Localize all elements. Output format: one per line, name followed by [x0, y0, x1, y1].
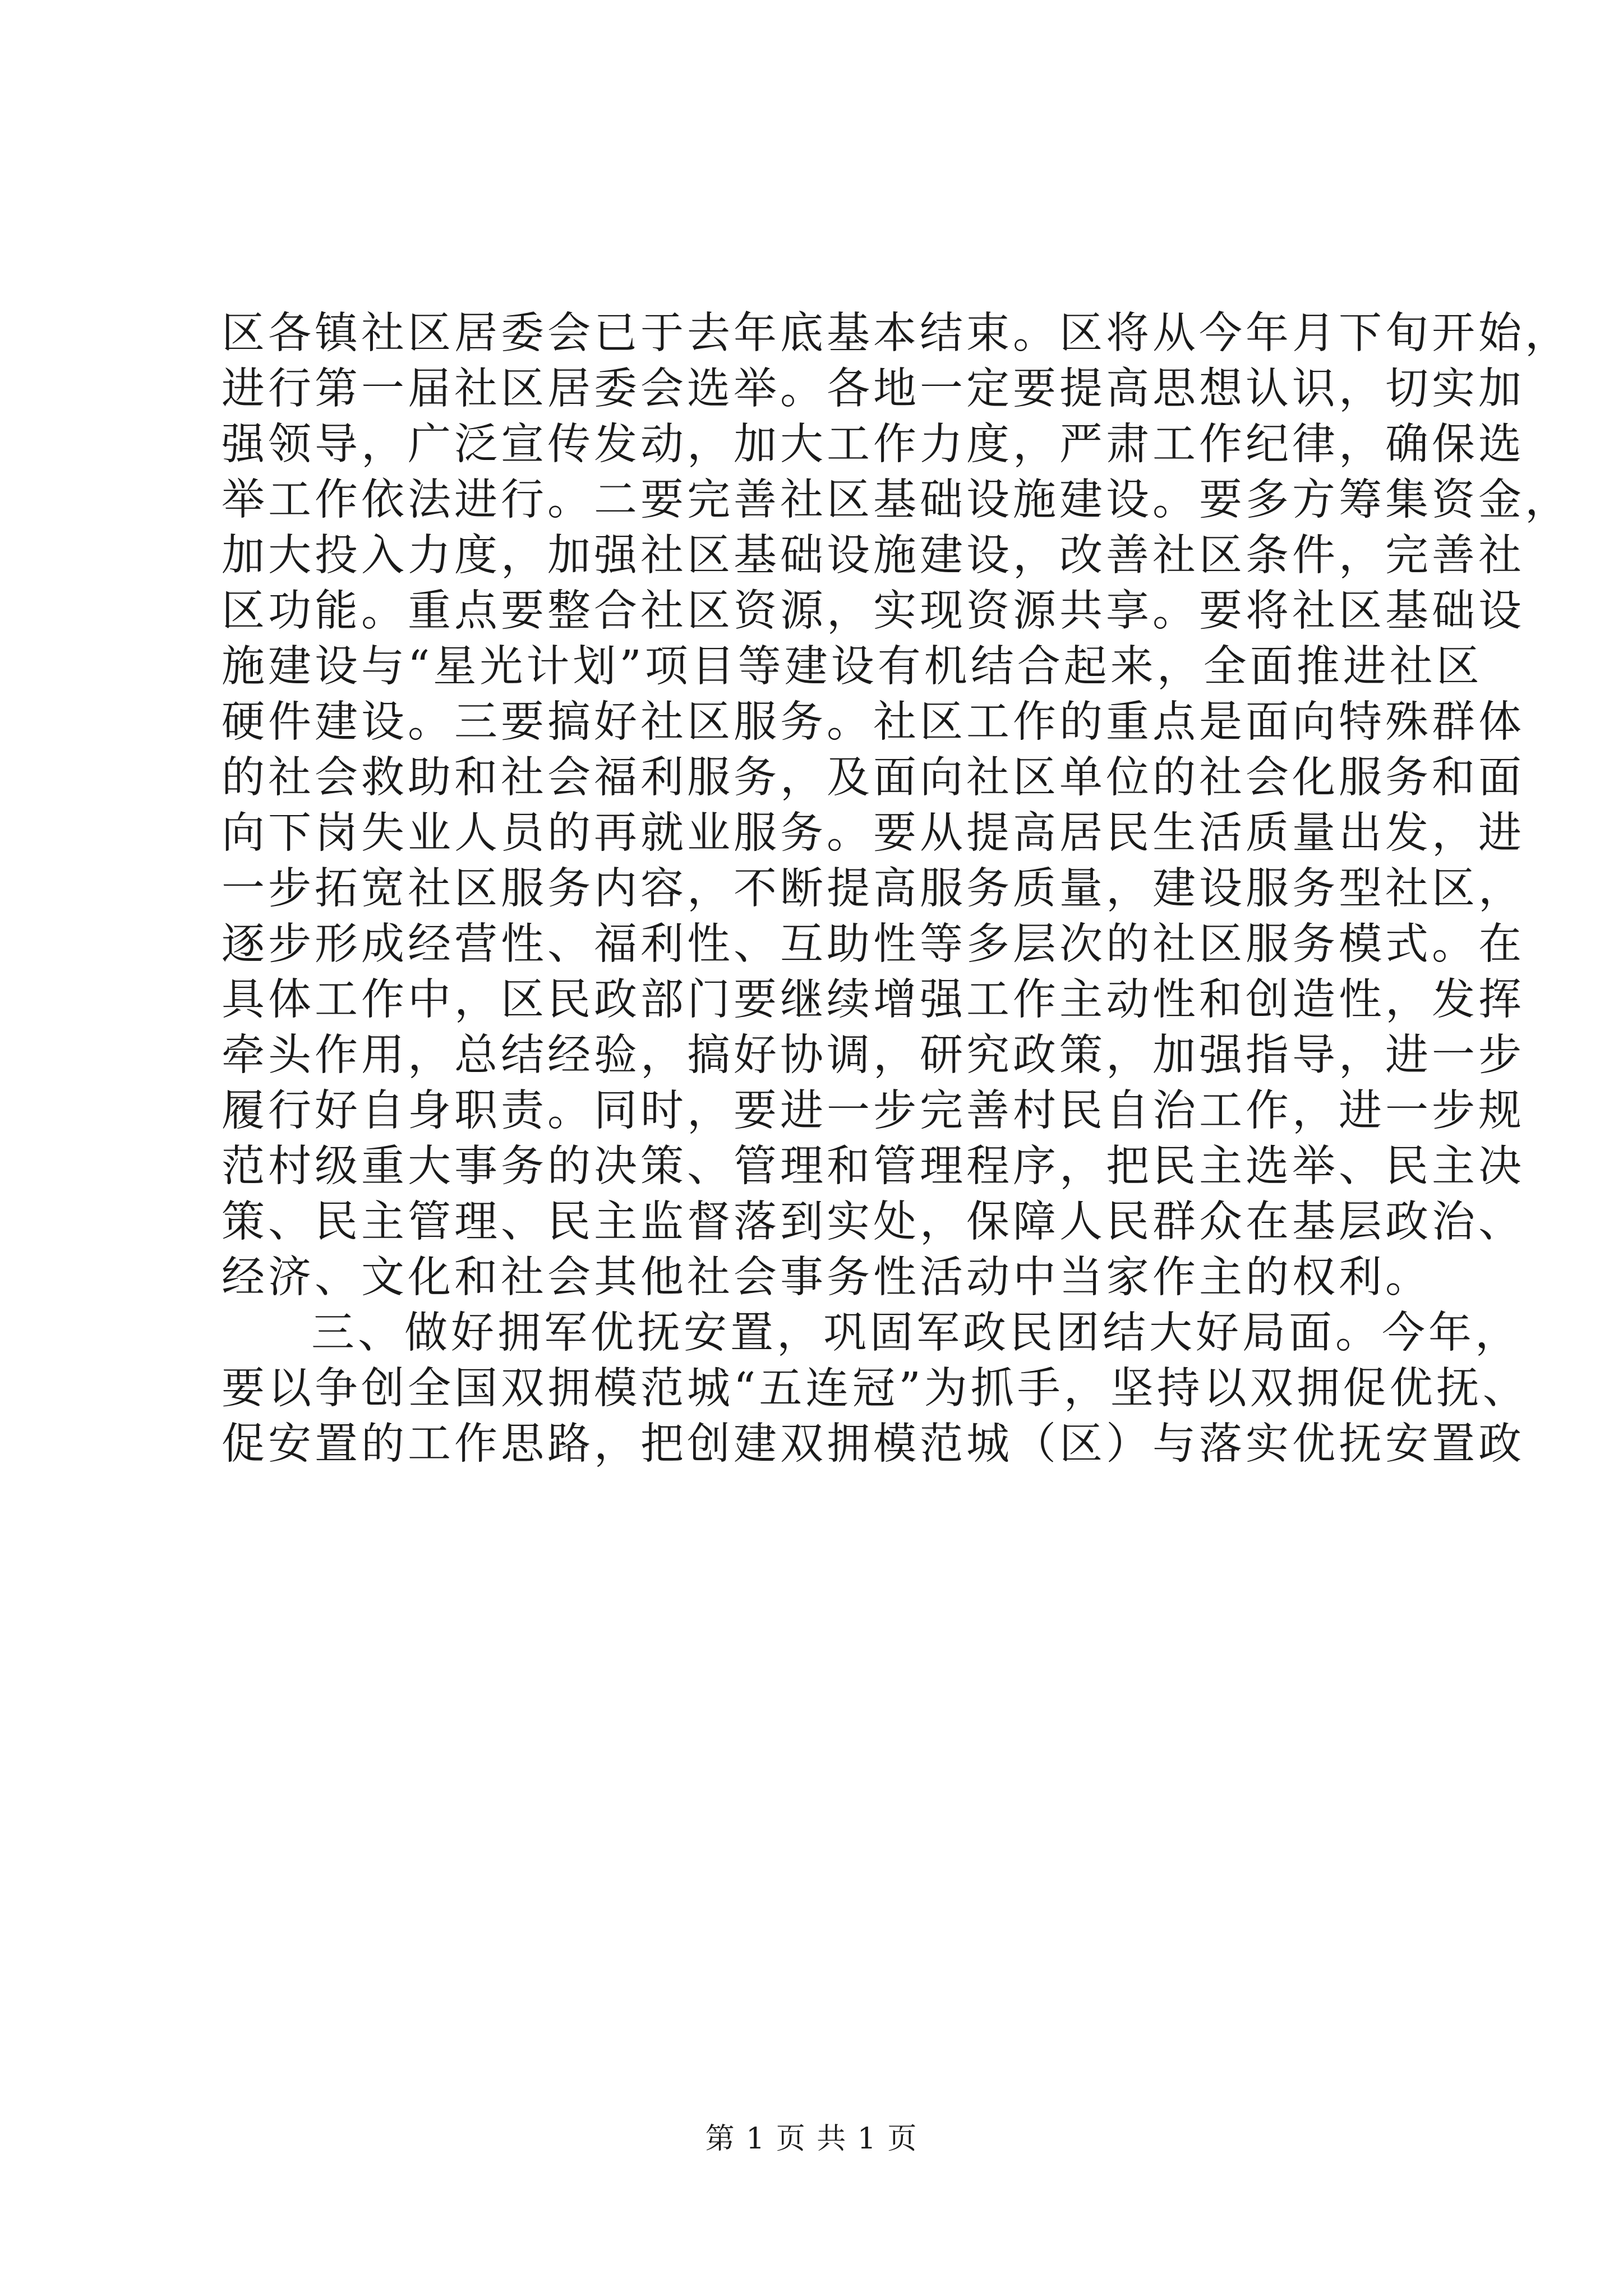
text-line: 强领导，广泛宣传发动，加大工作力度，严肃工作纪律，确保选: [222, 420, 1525, 470]
paragraph-end-line: 经济、文化和社会其他社会事务性活动中当家作主的权利。: [222, 1253, 1432, 1303]
text-line: 加大投入力度，加强社区基础设施建设，改善社区条件，完善社: [222, 531, 1525, 581]
text-line: 逐步形成经营性、福利性、互助性等多层次的社区服务模式。在: [222, 919, 1525, 969]
text-line: 促安置的工作思路，把创建双拥模范城（区）与落实优抚安置政: [222, 1419, 1525, 1469]
text-line: 施建设与“星光计划”项目等建设有机结合起来，全面推进社区: [222, 642, 1483, 692]
text-line: 要以争创全国双拥模范城“五连冠”为抓手，坚持以双拥促优抚、: [222, 1364, 1529, 1414]
text-line: 策、民主管理、民主监督落到实处，保障人民群众在基层政治、: [222, 1197, 1525, 1247]
text-line: 进行第一届社区居委会选举。各地一定要提高思想认识，切实加: [222, 364, 1525, 414]
document-body: [222, 306, 1571, 1472]
text-line: 范村级重大事务的决策、管理和管理程序，把民主选举、民主决: [222, 1142, 1525, 1191]
text-line: 履行好自身职责。同时，要进一步完善村民自治工作，进一步规: [222, 1086, 1525, 1136]
text-line: 的社会救助和社会福利服务，及面向社区单位的社会化服务和面: [222, 753, 1525, 803]
text-line: 一步拓宽社区服务内容，不断提高服务质量，建设服务型社区，: [222, 864, 1525, 914]
text-line: 区各镇社区居委会已于去年底基本结束。区将从今年月下旬开始，: [222, 309, 1571, 358]
text-line: 牵头作用，总结经验，搞好协调，研究政策，加强指导，进一步: [222, 1030, 1525, 1080]
text-line: 举工作依法进行。二要完善社区基础设施建设。要多方筹集资金，: [222, 475, 1571, 525]
text-line: 区功能。重点要整合社区资源，实现资源共享。要将社区基础设: [222, 586, 1525, 636]
text-line: 向下岗失业人员的再就业服务。要从提高居民生活质量出发，进: [222, 808, 1525, 858]
page-footer: 第 1 页 共 1 页: [705, 2122, 918, 2156]
section-heading-line: 三、做好拥军优抚安置，巩固军政民团结大好局面。今年，: [311, 1308, 1521, 1358]
text-line: 具体工作中，区民政部门要继续增强工作主动性和创造性，发挥: [222, 975, 1525, 1025]
text-line: 硬件建设。三要搞好社区服务。社区工作的重点是面向特殊群体: [222, 697, 1525, 747]
